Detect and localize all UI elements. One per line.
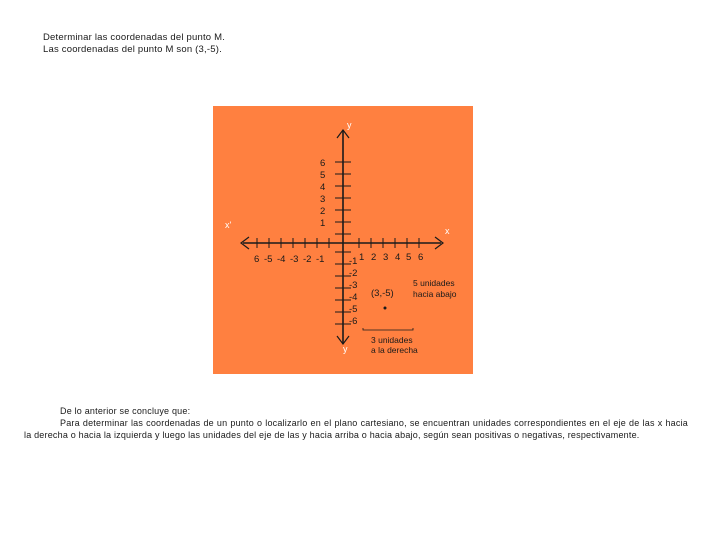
x-label-neg-3: -3 (290, 254, 299, 265)
x-label-neg-4: -4 (277, 254, 286, 265)
intro-line-2: Las coordenadas del punto M son (3,-5). (43, 44, 222, 55)
y-label-2: 2 (320, 206, 326, 217)
y-label-5: 5 (320, 170, 326, 181)
x-axis-left-letter: x' (225, 220, 232, 230)
x-label-neg-5: -5 (264, 254, 273, 265)
note-vertical-line-1: 5 unidades (413, 278, 455, 288)
conclusion-paragraph: Para determinar las coordenadas de un punto o localizarlo en el plano cartesiano, se encuentran unidades correspondientes en el eje de las x hacia la derecha o hacia la izquierda y luego las unidades del eje de las y hacia arriba o hacia abajo, según sean positivas o negativas, respectivamente. (24, 418, 688, 440)
intro-text (43, 32, 225, 56)
y-label-6: 6 (320, 158, 326, 169)
intro-line-1: Determinar las coordenadas del punto M. (43, 32, 226, 43)
y-label-3: 3 (320, 194, 326, 205)
x-label-neg-6: 6 (254, 254, 260, 265)
note-horizontal-line-1: 3 unidades (371, 335, 413, 345)
x-label-5: 5 (406, 252, 412, 263)
x-label-2: 2 (371, 252, 377, 263)
y-label-neg-5: -5 (349, 304, 358, 315)
x-axis-right-letter: x (445, 226, 450, 236)
cartesian-plane (213, 106, 473, 374)
x-label-6: 6 (418, 252, 424, 263)
x-label-4: 4 (395, 252, 401, 263)
conclusion-lead: De lo anterior se concluye que: (60, 406, 191, 416)
y-label-neg-1: -1 (349, 256, 358, 267)
point-m-label: (3,-5) (371, 288, 394, 299)
note-vertical-line-2: hacia abajo (413, 289, 457, 299)
point-m-marker (384, 307, 387, 310)
y-label-4: 4 (320, 182, 326, 193)
y-label-neg-4: -4 (349, 292, 358, 303)
note-horizontal-line-2: a la derecha (371, 345, 418, 355)
y-label-1: 1 (320, 218, 326, 229)
y-axis-top-letter: y (347, 120, 352, 130)
x-label-neg-1: -1 (316, 254, 325, 265)
x-label-neg-2: -2 (303, 254, 312, 265)
x-label-1: 1 (359, 252, 365, 263)
x-label-3: 3 (383, 252, 389, 263)
y-label-neg-2: -2 (349, 268, 358, 279)
conclusion-text (24, 405, 688, 441)
y-label-neg-3: -3 (349, 280, 358, 291)
y-axis-bottom-letter: y (343, 344, 348, 354)
y-label-neg-6: -6 (349, 316, 358, 327)
cartesian-plane-figure (213, 106, 473, 374)
